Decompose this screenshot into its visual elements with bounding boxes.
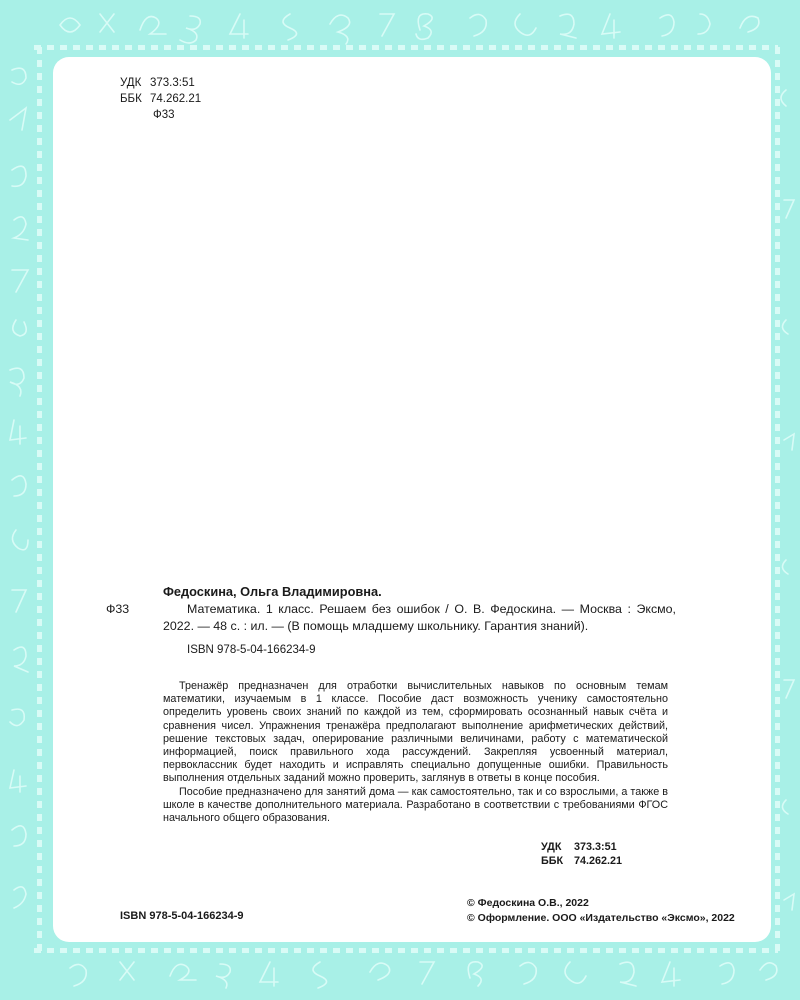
bbk-value: 74.262.21 (574, 854, 623, 867)
udk-code (120, 75, 201, 91)
bibliographic-record (106, 583, 676, 659)
dashed-border-left (37, 47, 42, 951)
copyright-design: © Оформление. ООО «Издательство «Эксмо», 2022 (467, 911, 735, 924)
classification-codes-bottom (541, 841, 622, 868)
udk-code (541, 841, 622, 855)
author-mark (120, 107, 201, 123)
classification-codes-top (120, 75, 201, 123)
dashed-border-bottom (34, 948, 778, 953)
author-mark-value: Ф33 (153, 109, 175, 121)
bbk-code (541, 855, 622, 869)
entry-author-mark: Ф33 (106, 601, 130, 616)
entry-description-text: Математика. 1 класс. Решаем без ошибок / О. В. Федоскина. — Москва : Эксмо, 2022. — 48 с. : ил. — (В помощь младшему школьнику. Гарантия знаний). (163, 601, 676, 633)
udk-label: УДК (120, 77, 142, 89)
annotation-paragraph: Пособие предназначено для занятий дома — как самостоятельно, так и со взрослыми, а также в школе в качестве дополнительного материала. Разработано в соответствии с требованиями ФГОС начального общего образования. (163, 785, 668, 825)
imprint-page (53, 57, 771, 942)
bbk-label: ББК (541, 854, 564, 867)
annotation (163, 680, 668, 825)
udk-label: УДК (541, 841, 562, 853)
udk-value: 373.3:51 (150, 77, 195, 89)
bbk-code (120, 91, 201, 107)
annotation-paragraph: Тренажёр предназначен для отработки вычислительных навыков по основным темам математики, изучаемым в 1 классе. Пособие даст возможность ученику самостоятельно определить уровень своих знаний по каждой из тем, сформировать осознанный навык счёта и сравнения чисел. Упражнения тренажёра предполагают выполнение арифметических действий, решение текстовых задач, оперирование различными величинами, работу с математической информацией, поиск правильного хода рассуждений. Закрепляя усвоенный материал, первоклассник будет находить и исправлять специально допущенные ошибки. Правильность выполнения отдельных заданий можно проверить, заглянув в ответы в конце пособия. (163, 680, 668, 785)
udk-value: 373.3:51 (574, 841, 617, 853)
copyright-block (467, 896, 735, 925)
isbn-footer: ISBN 978-5-04-166234-9 (120, 910, 244, 922)
bbk-label: ББК (120, 93, 142, 105)
bbk-value: 74.262.21 (150, 93, 202, 105)
bibliographic-entry (106, 601, 676, 636)
entry-isbn: ISBN 978-5-04-166234-9 (187, 643, 316, 656)
dashed-border-top (34, 45, 778, 50)
copyright-author: © Федоскина О.В., 2022 (467, 897, 589, 909)
author-heading: Федоскина, Ольга Владимировна. (163, 584, 382, 599)
entry-description (163, 601, 676, 636)
dashed-border-right (775, 47, 780, 951)
